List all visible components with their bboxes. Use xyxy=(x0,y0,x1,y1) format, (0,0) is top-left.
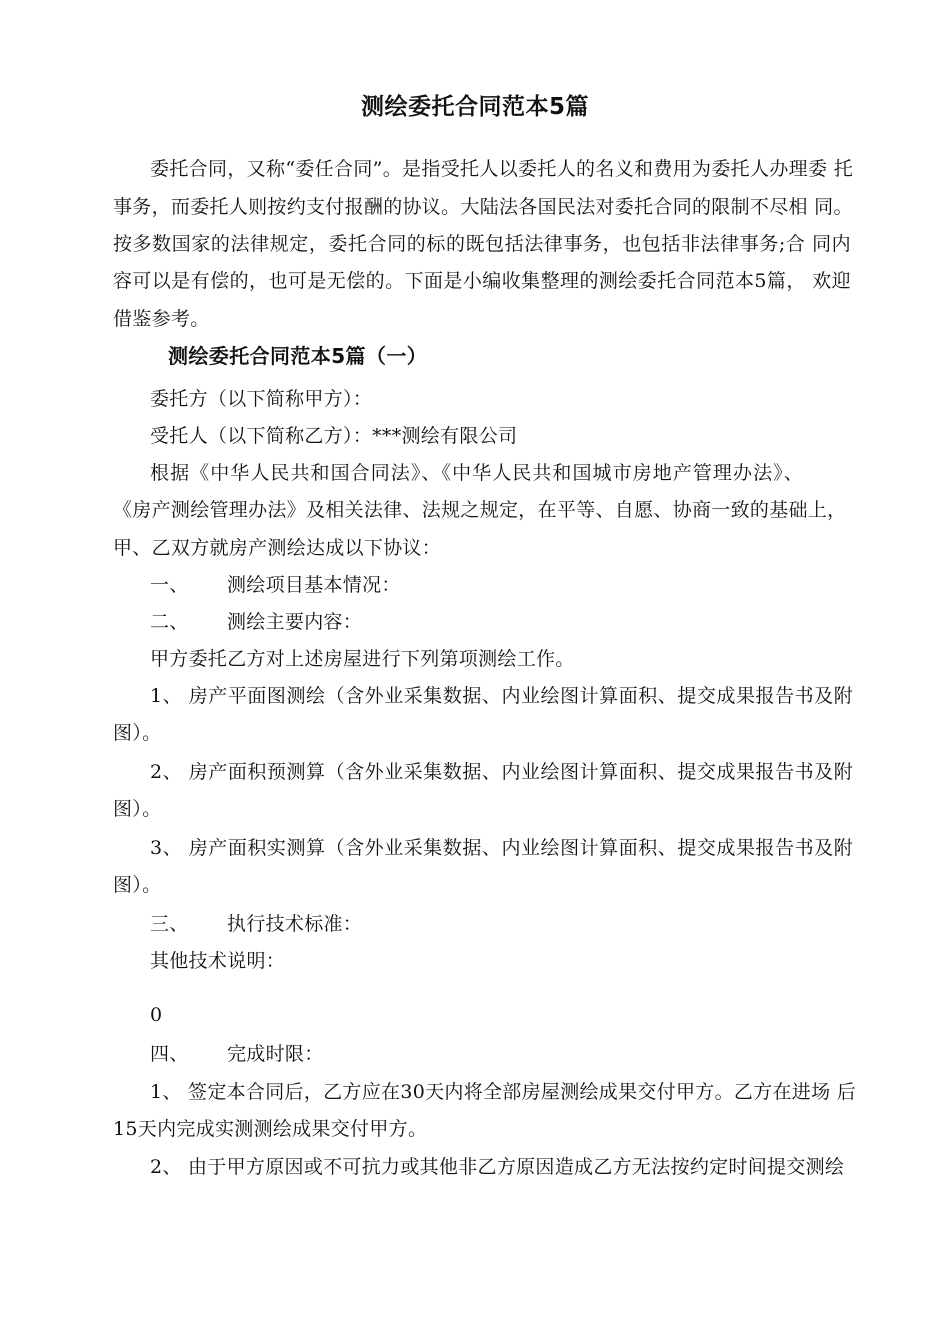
time-limit-1-line-2: 15天内完成实测测绘成果交付甲方。 xyxy=(113,1118,428,1140)
sub-item-2-line-1: 2、 房产面积预测算（含外业采集数据、内业绘图计算面积、提交成果报告书及附 xyxy=(150,761,853,783)
section-heading: 测绘委托合同范本5篇（一） xyxy=(168,344,428,368)
item-3-text: 执行技术标准： xyxy=(227,913,363,935)
party-b-line: 受托人（以下简称乙方）：***测绘有限公司 xyxy=(150,425,518,447)
time-limit-2-line-1: 2、 由于甲方原因或不可抗力或其他非乙方原因造成乙方无法按约定时间提交测绘 xyxy=(150,1156,845,1178)
intro-line-1: 委托合同，又称“委任合同”。是指受托人以委托人的名义和费用为委托人办理委 托 xyxy=(150,158,853,180)
intro-line-5: 借鉴参考。 xyxy=(113,308,210,330)
sub-item-1-line-2: 图）。 xyxy=(113,722,162,744)
item-4-number: 四、 xyxy=(150,1043,189,1065)
sub-item-2-line-2: 图）。 xyxy=(113,798,162,820)
item-3 xyxy=(150,912,362,936)
party-a-line: 委托方（以下简称甲方）： xyxy=(150,388,373,410)
zero-line: 0 xyxy=(150,1004,163,1026)
item-1-number: 一、 xyxy=(150,574,189,596)
other-tech-line: 其他技术说明： xyxy=(150,950,286,972)
intro-line-4: 容可以是有偿的，也可是无偿的。下面是小编收集整理的测绘委托合同范本5篇， 欢迎 xyxy=(113,270,851,292)
time-limit-1-line-1: 1、 签定本合同后，乙方应在30天内将全部房屋测绘成果交付甲方。乙方在进场 后 xyxy=(150,1081,857,1103)
item-2-text: 测绘主要内容： xyxy=(227,611,363,633)
intro-line-2: 事务，而委托人则按约支付报酬的协议。大陆法各国民法对委托合同的限制不尽相 同。 xyxy=(113,196,853,218)
sub-item-3-line-2: 图）。 xyxy=(113,874,162,896)
intro-line-3: 按多数国家的法律规定，委托合同的标的既包括法律事务，也包括非法律事务;合 同内 xyxy=(113,233,851,255)
item-2 xyxy=(150,610,362,634)
item-4 xyxy=(150,1042,324,1066)
item-1-text: 测绘项目基本情况： xyxy=(227,574,401,596)
item-4-text: 完成时限： xyxy=(227,1043,324,1065)
basis-line-3: 甲、乙双方就房产测绘达成以下协议： xyxy=(113,537,442,559)
item-1 xyxy=(150,573,401,597)
basis-line-2: 《房产测绘管理办法》及相关法律、法规之规定，在平等、自愿、协商一致的基础上， xyxy=(113,499,847,521)
document-title: 测绘委托合同范本5篇 xyxy=(360,94,589,120)
item-3-number: 三、 xyxy=(150,913,189,935)
item-2-description: 甲方委托乙方对上述房屋进行下列第项测绘工作。 xyxy=(150,648,575,670)
basis-line-1: 根据《中华人民共和国合同法》、《中华人民共和国城市房地产管理办法》、 xyxy=(150,462,803,484)
item-2-number: 二、 xyxy=(150,611,189,633)
sub-item-3-line-1: 3、 房产面积实测算（含外业采集数据、内业绘图计算面积、提交成果报告书及附 xyxy=(150,837,853,859)
sub-item-1-line-1: 1、 房产平面图测绘（含外业采集数据、内业绘图计算面积、提交成果报告书及附 xyxy=(150,685,853,707)
